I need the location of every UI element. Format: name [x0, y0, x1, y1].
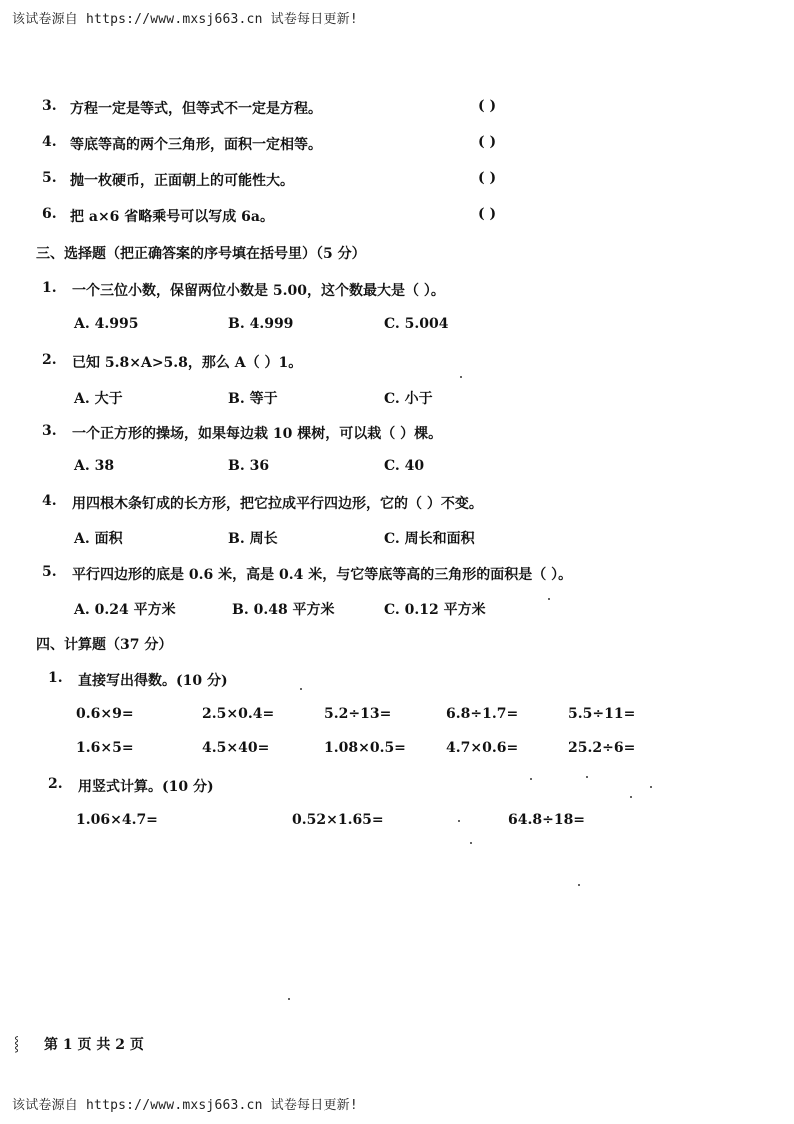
option-c[interactable]: C. 小于: [384, 391, 433, 407]
calc-expression[interactable]: 1.06×4.7=: [76, 812, 158, 828]
scan-speck: [578, 884, 580, 886]
option-a[interactable]: A. 面积: [74, 531, 123, 547]
question-text: 平行四边形的底是 0.6 米，高是 0.4 米，与它等底等高的三角形的面积是（ ）。: [72, 567, 573, 583]
item-text: 方程一定是等式，但等式不一定是方程。: [70, 101, 322, 117]
option-c[interactable]: C. 周长和面积: [384, 531, 475, 547]
item-number: 5.: [42, 170, 57, 186]
option-b[interactable]: B. 等于: [228, 391, 278, 407]
option-c[interactable]: C. 40: [384, 458, 425, 474]
margin-mark: ⸾: [14, 1036, 20, 1052]
source-banner-bottom: 该试卷源自 https://www.mxsj663.cn 试卷每日更新!: [12, 1098, 358, 1113]
option-c[interactable]: C. 5.004: [384, 316, 449, 332]
item-text: 抛一枚硬币，正面朝上的可能性大。: [70, 173, 294, 189]
calc-expression[interactable]: 2.5×0.4=: [202, 706, 275, 722]
answer-blank[interactable]: ( ): [478, 206, 497, 222]
option-a[interactable]: A. 38: [74, 458, 115, 474]
question-text: 用四根木条钉成的长方形，把它拉成平行四边形，它的（ ）不变。: [72, 496, 483, 512]
option-c[interactable]: C. 0.12 平方米: [384, 602, 486, 618]
scan-speck: [630, 796, 632, 798]
option-a[interactable]: A. 4.995: [74, 316, 139, 332]
section-title-choice: 三、选择题（把正确答案的序号填在括号里）（5 分）: [36, 246, 366, 262]
option-a[interactable]: A. 0.24 平方米: [74, 602, 176, 618]
question-number: 2.: [42, 352, 57, 368]
question-number: 4.: [42, 493, 57, 509]
item-number: 4.: [42, 134, 57, 150]
calc-expression[interactable]: 5.2÷13=: [324, 706, 392, 722]
calc-expression[interactable]: 25.2÷6=: [568, 740, 636, 756]
option-b[interactable]: B. 0.48 平方米: [232, 602, 335, 618]
calc-expression[interactable]: 1.08×0.5=: [324, 740, 406, 756]
scan-speck: [586, 776, 588, 778]
calc-expression[interactable]: 5.5÷11=: [568, 706, 636, 722]
question-number: 1.: [42, 280, 57, 296]
item-number: 3.: [42, 98, 57, 114]
item-text: 把 a×6 省略乘号可以写成 6a。: [70, 209, 274, 225]
scan-speck: [470, 842, 472, 844]
calc-expression[interactable]: 64.8÷18=: [508, 812, 586, 828]
question-text: 直接写出得数。(10 分): [78, 673, 228, 689]
option-b[interactable]: B. 周长: [228, 531, 278, 547]
item-text: 等底等高的两个三角形，面积一定相等。: [70, 137, 322, 153]
calc-expression[interactable]: 6.8÷1.7=: [446, 706, 519, 722]
page-footer: 第 1 页 共 2 页: [44, 1037, 144, 1053]
question-text: 用竖式计算。(10 分): [78, 779, 214, 795]
question-number: 2.: [48, 776, 63, 792]
scan-speck: [530, 778, 532, 780]
scan-speck: [460, 376, 462, 378]
calc-expression[interactable]: 0.6×9=: [76, 706, 134, 722]
question-number: 3.: [42, 423, 57, 439]
answer-blank[interactable]: ( ): [478, 98, 497, 114]
question-text: 已知 5.8×A>5.8，那么 A（ ）1。: [72, 355, 303, 371]
calc-expression[interactable]: 0.52×1.65=: [292, 812, 384, 828]
question-number: 5.: [42, 564, 57, 580]
option-b[interactable]: B. 4.999: [228, 316, 294, 332]
question-text: 一个三位小数，保留两位小数是 5.00，这个数最大是（ ）。: [72, 283, 445, 299]
source-banner-top: 该试卷源自 https://www.mxsj663.cn 试卷每日更新!: [12, 12, 358, 27]
scan-speck: [288, 998, 290, 1000]
calc-expression[interactable]: 4.5×40=: [202, 740, 270, 756]
section-title-calc: 四、计算题（37 分）: [36, 637, 173, 653]
scan-speck: [548, 598, 550, 600]
calc-expression[interactable]: 1.6×5=: [76, 740, 134, 756]
scan-speck: [650, 786, 652, 788]
option-b[interactable]: B. 36: [228, 458, 270, 474]
item-number: 6.: [42, 206, 57, 222]
calc-expression[interactable]: 4.7×0.6=: [446, 740, 519, 756]
answer-blank[interactable]: ( ): [478, 170, 497, 186]
scan-speck: [300, 688, 302, 690]
scan-speck: [458, 820, 460, 822]
option-a[interactable]: A. 大于: [74, 391, 123, 407]
question-number: 1.: [48, 670, 63, 686]
question-text: 一个正方形的操场，如果每边栽 10 棵树，可以栽（ ）棵。: [72, 426, 443, 442]
answer-blank[interactable]: ( ): [478, 134, 497, 150]
